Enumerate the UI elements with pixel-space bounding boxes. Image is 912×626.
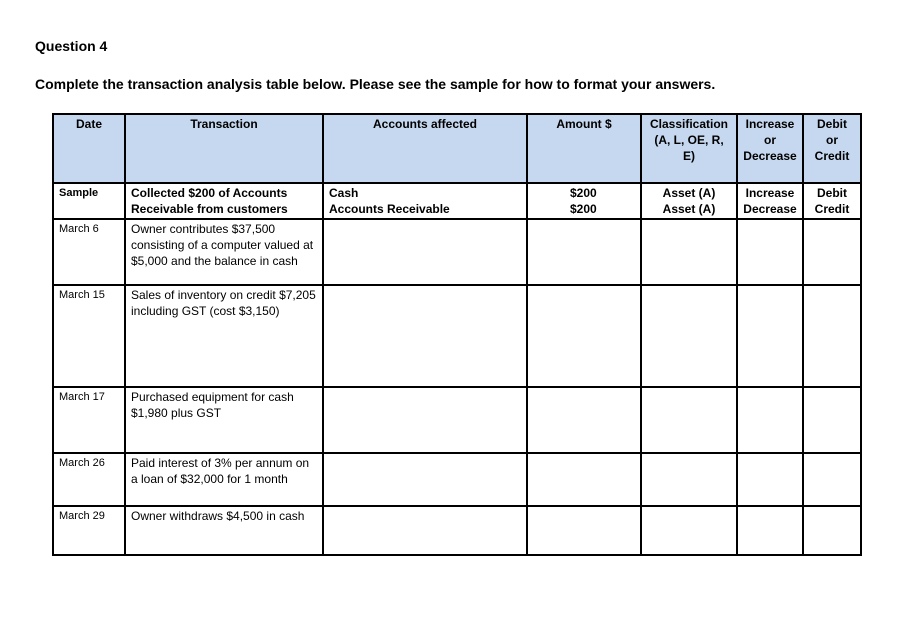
sample-drcr-1: Debit: [817, 186, 847, 200]
sample-classification-2: Asset (A): [662, 202, 716, 216]
answer-classification-cell[interactable]: [641, 387, 737, 453]
sample-transaction: Collected $200 of Accounts Receivable from customers: [125, 183, 323, 219]
question-title: Question 4: [35, 38, 108, 54]
sample-account-1: Cash: [329, 186, 359, 200]
answer-amount-cell[interactable]: [527, 506, 641, 555]
sample-drcr: [803, 183, 861, 219]
transaction-analysis-table: [52, 113, 862, 556]
sample-incdec-1: Increase: [745, 186, 795, 200]
sample-amount-1: $200: [570, 186, 597, 200]
table-row: [53, 219, 861, 285]
row-transaction: Purchased equipment for cash $1,980 plus GST: [125, 387, 323, 453]
drcr-line-1: Debit: [817, 117, 847, 131]
col-header-transaction: Transaction: [125, 114, 323, 183]
sample-amount-2: $200: [570, 202, 597, 216]
sample-incdec: [737, 183, 803, 219]
classification-line-2: (A, L, OE, R, E): [654, 133, 724, 163]
header-row: [53, 114, 861, 183]
answer-amount-cell[interactable]: [527, 387, 641, 453]
sample-classification-1: Asset (A): [662, 186, 716, 200]
answer-incdec-cell[interactable]: [737, 219, 803, 285]
answer-classification-cell[interactable]: [641, 219, 737, 285]
sample-amounts: [527, 183, 641, 219]
answer-accounts-cell[interactable]: [323, 219, 527, 285]
row-date: March 29: [53, 506, 125, 555]
sample-account-2: Accounts Receivable: [329, 202, 450, 216]
col-header-amount: Amount $: [527, 114, 641, 183]
instructions: Complete the transaction analysis table below. Please see the sample for how to format your answers.: [35, 76, 716, 92]
sample-incdec-2: Decrease: [743, 202, 797, 216]
col-header-classification: [641, 114, 737, 183]
sample-date: Sample: [53, 183, 125, 219]
table-row: [53, 506, 861, 555]
sample-drcr-2: Credit: [814, 202, 850, 216]
answer-accounts-cell[interactable]: [323, 387, 527, 453]
classification-line-1: Classification: [649, 117, 729, 131]
drcr-line-2: or: [826, 133, 838, 147]
row-transaction: Sales of inventory on credit $7,205 including GST (cost $3,150): [125, 285, 323, 387]
row-date: March 6: [53, 219, 125, 285]
col-header-increase-decrease: [737, 114, 803, 183]
answer-incdec-cell[interactable]: [737, 453, 803, 506]
col-header-accounts: Accounts affected: [323, 114, 527, 183]
sample-row: [53, 183, 861, 219]
col-header-date: Date: [53, 114, 125, 183]
row-transaction: Owner withdraws $4,500 in cash: [125, 506, 323, 555]
answer-drcr-cell[interactable]: [803, 453, 861, 506]
answer-drcr-cell[interactable]: [803, 219, 861, 285]
row-transaction: Paid interest of 3% per annum on a loan of $32,000 for 1 month: [125, 453, 323, 506]
answer-drcr-cell[interactable]: [803, 285, 861, 387]
answer-incdec-cell[interactable]: [737, 387, 803, 453]
table-row: [53, 285, 861, 387]
table-row: [53, 453, 861, 506]
incdec-line-1: Increase: [745, 117, 795, 131]
row-date: March 26: [53, 453, 125, 506]
sample-classifications: [641, 183, 737, 219]
col-header-debit-credit: [803, 114, 861, 183]
answer-amount-cell[interactable]: [527, 285, 641, 387]
answer-incdec-cell[interactable]: [737, 506, 803, 555]
answer-classification-cell[interactable]: [641, 285, 737, 387]
answer-drcr-cell[interactable]: [803, 387, 861, 453]
answer-incdec-cell[interactable]: [737, 285, 803, 387]
table-row: [53, 387, 861, 453]
answer-drcr-cell[interactable]: [803, 506, 861, 555]
sample-accounts: [323, 183, 527, 219]
row-date: March 17: [53, 387, 125, 453]
answer-accounts-cell[interactable]: [323, 453, 527, 506]
answer-amount-cell[interactable]: [527, 219, 641, 285]
row-date: March 15: [53, 285, 125, 387]
row-transaction: Owner contributes $37,500 consisting of a computer valued at $5,000 and the balance in cash: [125, 219, 323, 285]
answer-accounts-cell[interactable]: [323, 285, 527, 387]
answer-classification-cell[interactable]: [641, 453, 737, 506]
incdec-line-3: Decrease: [743, 149, 797, 163]
drcr-line-3: Credit: [814, 149, 850, 163]
incdec-line-2: or: [764, 133, 776, 147]
answer-accounts-cell[interactable]: [323, 506, 527, 555]
answer-classification-cell[interactable]: [641, 506, 737, 555]
answer-amount-cell[interactable]: [527, 453, 641, 506]
